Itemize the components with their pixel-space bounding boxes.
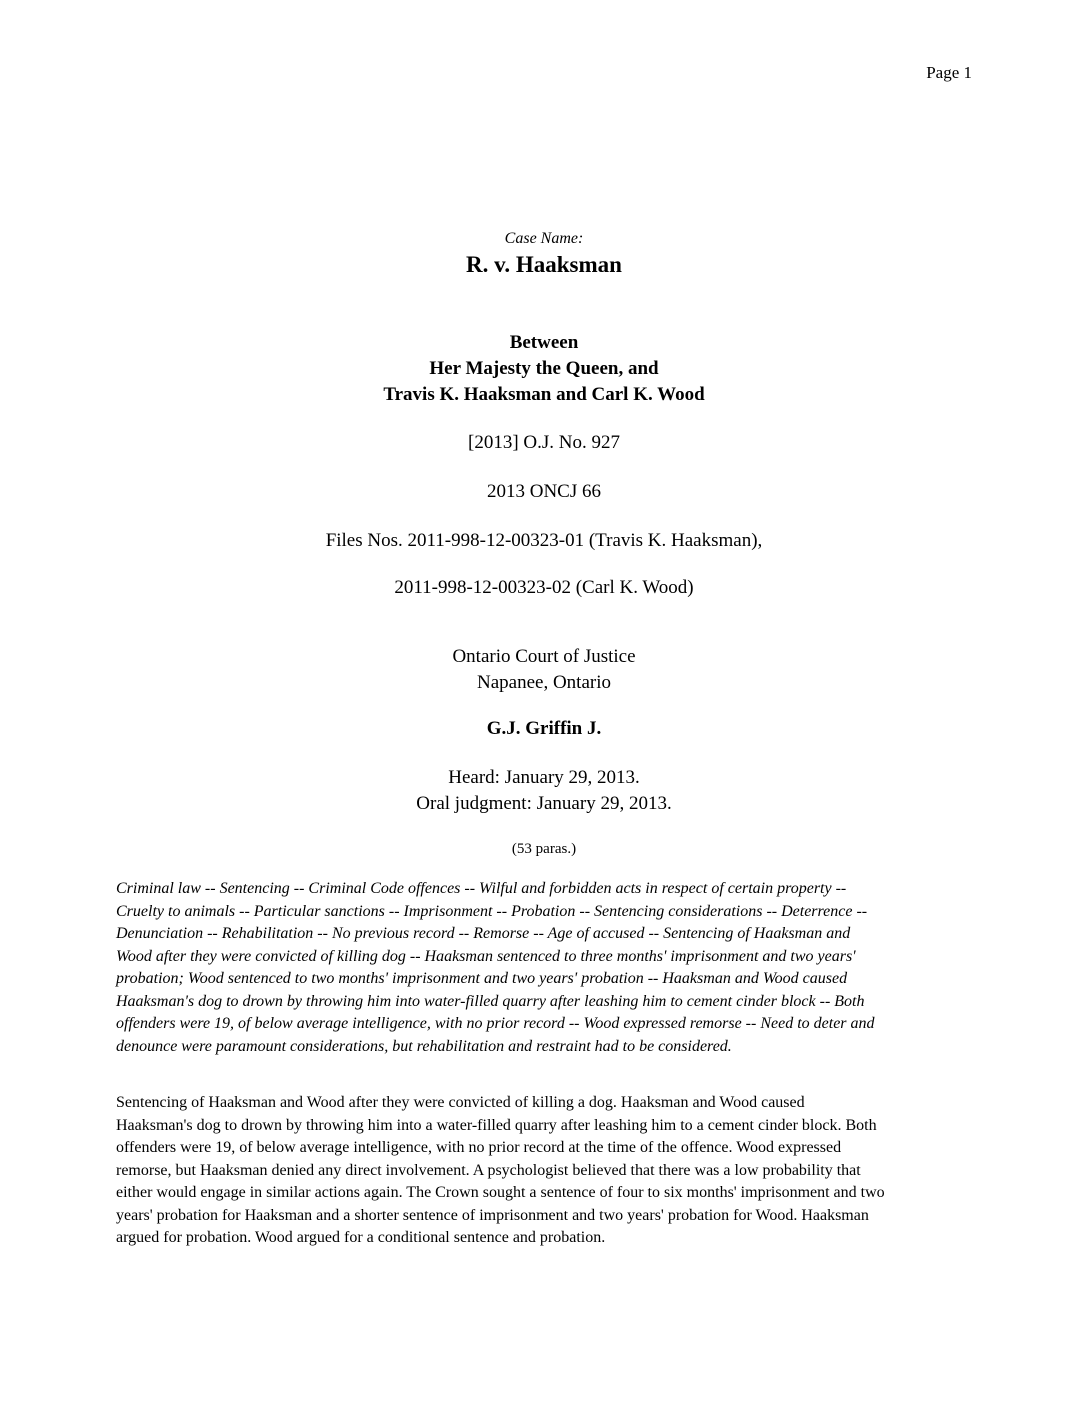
catchwords-line: denounce were paramount considerations, but rehabilitation and restraint had to be considered. [116, 1037, 732, 1055]
catchwords-paragraph [116, 878, 972, 1058]
catchwords-line: Cruelty to animals -- Particular sanctions -- Imprisonment -- Probation -- Sentencing considerations -- Deterrence -- [116, 902, 868, 920]
catchwords-line: offenders were 19, of below average intelligence, with no prior record -- Wood expressed remorse -- Need to deter and [116, 1015, 875, 1032]
case-name-label: Case Name: [504, 230, 584, 247]
parties-accused: Travis K. Haaksman and Carl K. Wood [383, 384, 705, 405]
summary-line: remorse, but Haaksman denied any direct involvement. A psychologist believed that there was a low probability that [116, 1161, 861, 1179]
catchwords-line: Denunciation -- Rehabilitation -- No previous record -- Remorse -- Age of accused -- Sentencing of Haaksman and [116, 925, 851, 942]
summary-line: years' probation for Haaksman and a shorter sentence of imprisonment and two years' probation for Wood. Haaksman [116, 1206, 869, 1224]
summary-line: offenders were 19, of below average intelligence, with no prior record at the time of the offence. Wood expressed [116, 1139, 842, 1156]
court-name: Ontario Court of Justice [452, 646, 636, 667]
file-number-wood: 2011-998-12-00323-02 (Carl K. Wood) [394, 577, 694, 598]
parties-between: Between [509, 332, 579, 353]
summary-line: Sentencing of Haaksman and Wood after they were convicted of killing a dog. Haaksman and Wood caused [116, 1094, 805, 1111]
summary-paragraph [116, 1092, 972, 1250]
heard-date: Heard: January 29, 2013. [448, 767, 640, 788]
parties-block [0, 330, 1088, 408]
summary-line: either would engage in similar actions again. The Crown sought a sentence of four to six months' imprisonment and two [116, 1184, 885, 1201]
court-location: Napanee, Ontario [477, 672, 611, 693]
page-number: Page 1 [926, 63, 972, 82]
catchwords-line: probation; Wood sentenced to two months' imprisonment and two years' probation -- Haaksman and Wood caused [116, 970, 848, 987]
dates-block [0, 765, 1088, 817]
paras-count: (53 paras.) [511, 841, 577, 857]
file-number-haaksman: Files Nos. 2011-998-12-00323-01 (Travis K. Haaksman), [325, 530, 763, 551]
summary-line: argued for probation. Wood argued for a conditional sentence and probation. [116, 1229, 606, 1246]
court-block [0, 644, 1088, 696]
catchwords-line: Wood after they were convicted of killing dog -- Haaksman sentenced to three months' imprisonment and two years' [116, 947, 856, 965]
judgment-date: Oral judgment: January 29, 2013. [416, 793, 672, 814]
parties-crown: Her Majesty the Queen, and [429, 358, 659, 379]
judge-name: G.J. Griffin J. [486, 718, 602, 739]
citation-oncj: 2013 ONCJ 66 [486, 481, 601, 502]
summary-line: Haaksman's dog to drown by throwing him into a water-filled quarry after leashing him to a cement cinder block. Both [116, 1116, 877, 1134]
catchwords-line: Haaksman's dog to drown by throwing him into water-filled quarry after leashing him to cement cinder block -- Both [116, 992, 865, 1010]
citation-oj: [2013] O.J. No. 927 [468, 432, 620, 453]
catchwords-line: Criminal law -- Sentencing -- Criminal Code offences -- Wilful and forbidden acts in respect of certain property -- [116, 880, 847, 897]
case-title: R. v. Haaksman [466, 252, 622, 277]
